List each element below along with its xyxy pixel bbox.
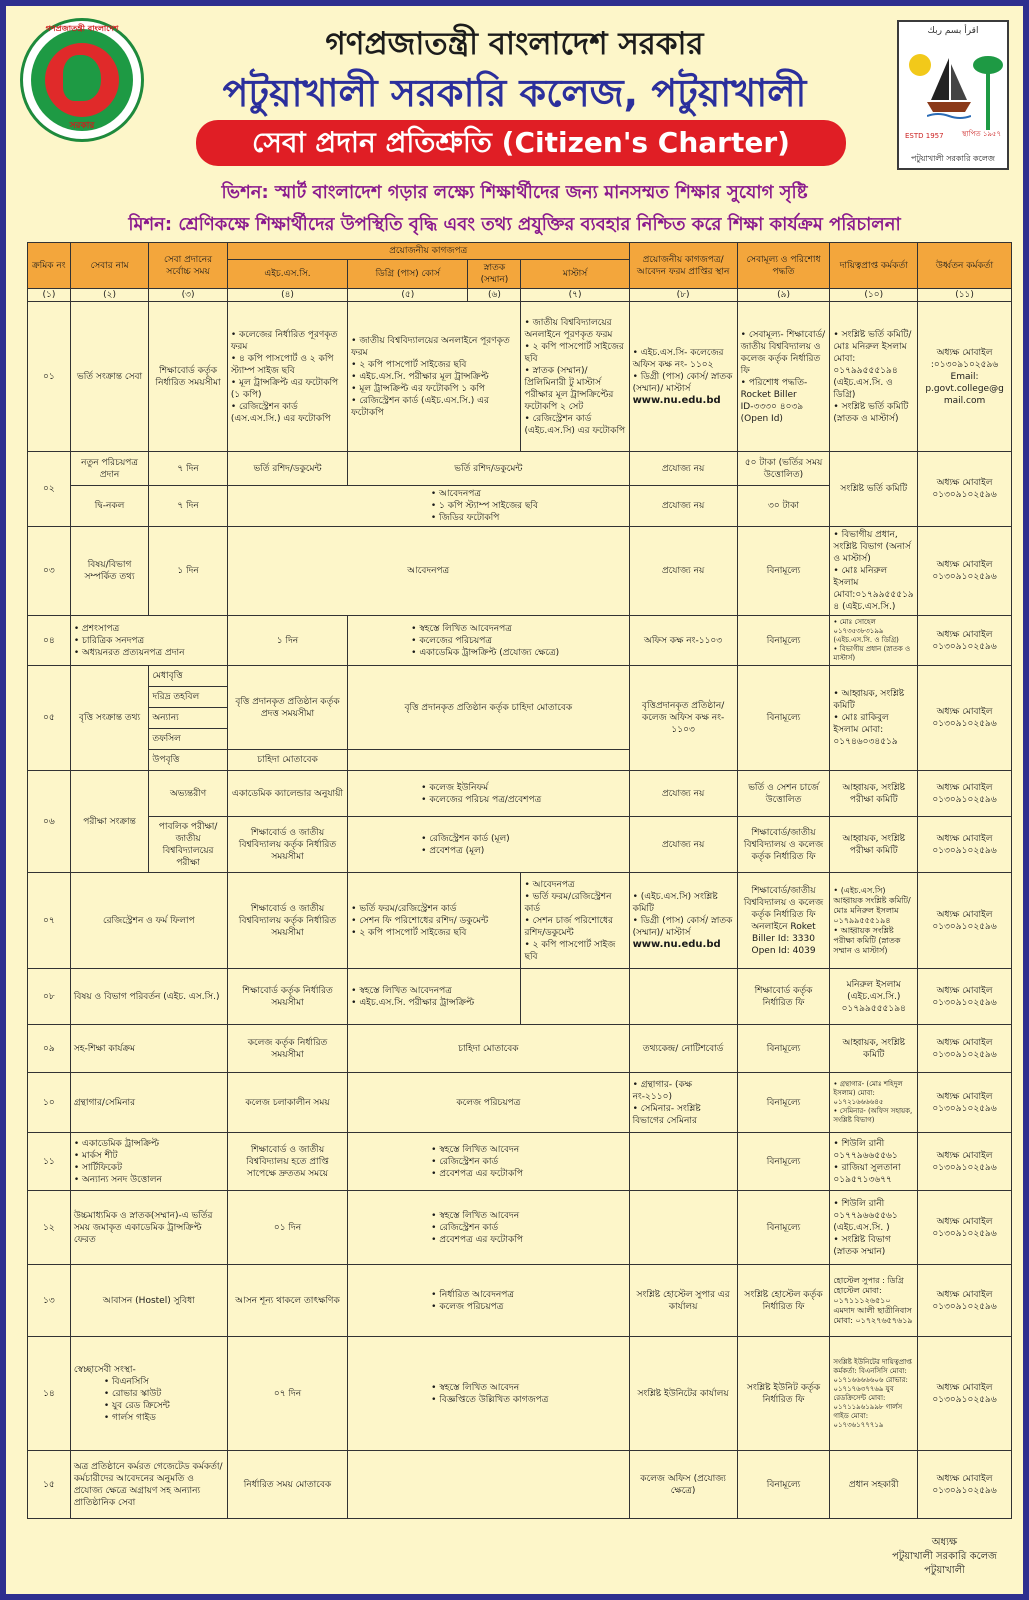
service-name: আবাসন (Hostel) সুবিধা: [70, 1265, 227, 1337]
fee-method: শিক্ষাবোর্ড/জাতীয় বিশ্ববিদ্যালয় ও কলেজ কর্তৃক নির্ধারিত ফি অনলাইনে Roket Biller Id: 3330 Open Id: 4039: [737, 873, 830, 969]
row-serial: ০১: [28, 302, 71, 452]
place-item: • ডিগ্রী (পাস) কোর্স/ স্নাতক (সম্মান)/ মাস্টার্স: [633, 915, 734, 939]
doc-place: প্রযোজ্য নয়: [629, 486, 737, 527]
citizen-charter-page: [6, 6, 1023, 1594]
hsc-docs: বৃত্তি প্রদানকৃত প্রতিষ্ঠান কর্তৃক প্রদত্ত সময়সীমা: [227, 666, 347, 750]
website-link[interactable]: www.nu.edu.bd: [632, 938, 721, 950]
table-row: [28, 302, 1012, 452]
doc-item: • প্রবেশপত্র এর ফটোকপি: [351, 1234, 625, 1246]
responsible-officer: [830, 302, 918, 452]
superior-officer: অধ্যক্ষ মোবাইল ০১৩০৯১০২৫৯৬: [918, 771, 1012, 817]
sub-service: দরিদ্র তহবিল: [149, 687, 228, 708]
doc-item: • রেজিস্ট্রেশন কার্ড (এইচ.এস.সি) এর ফটোকপি: [524, 413, 625, 437]
place-item: • সেমিনার- সংশ্লিষ্ট বিভাগের সেমিনার: [633, 1103, 734, 1127]
officer-item: • রাজিয়া সুলতানা ০১৯৫৭১৩৬৭৭: [833, 1162, 914, 1186]
seal-bottom-text: সরকার: [69, 121, 95, 131]
col-number: (৮): [629, 289, 737, 302]
doc-item: • প্রবেশপত্র এর ফটোকপি: [351, 1168, 625, 1180]
row-serial: ০৪: [28, 616, 71, 666]
vision-statement: ভিশন: স্মার্ট বাংলাদেশ গড়ার লক্ষ্যে শিক্ষার্থীদের জন্য মানসম্মত শিক্ষার সুযোগ সৃষ্টি: [221, 182, 808, 203]
responsible-officer: আহ্বায়ক, সংশ্লিষ্ট কমিটি: [830, 1025, 918, 1073]
signature-location: পটুয়াখালী: [924, 1565, 965, 1576]
row-serial: ১৩: [28, 1265, 71, 1337]
fee-method: [737, 302, 830, 452]
responsible-officer: [830, 873, 918, 969]
doc-item: • স্বহস্তে লিখিত আবেদন: [351, 1210, 625, 1222]
doc-place: প্রযোজ্য নয়: [629, 817, 737, 873]
service-name: [70, 616, 227, 666]
col-number: (৫): [348, 289, 468, 302]
table-row: [28, 452, 1012, 486]
other-docs: ভর্তি রশিদ/ডকুমেন্ট: [348, 452, 629, 486]
masters-docs: [521, 969, 629, 1025]
officer-item: • বিভাগীয় প্রধান (স্নাতক ও মাস্টার্স): [833, 645, 914, 663]
superior-officer: অধ্যক্ষ মোবাইল ০১৩০৯১০২৫৯৬: [918, 1133, 1012, 1191]
doc-item: • বিজ্ঞপ্তিতে উল্লিখিত কাগজপত্র: [351, 1394, 625, 1406]
row-serial: ১৫: [28, 1451, 71, 1519]
other-docs: [348, 1337, 629, 1451]
mission-statement: মিশন: শ্রেণিকক্ষে শিক্ষার্থীদের উপস্থিতি বৃদ্ধি এবং তথ্য প্রযুক্তির ব্যবহার নিশ্চিত করে শিক্ষা কার্যক্রম পরিচালনা: [128, 214, 901, 235]
col-number: (২): [70, 289, 149, 302]
row-serial: ০৯: [28, 1025, 71, 1073]
fee-method: বিনামূল্যে: [737, 1451, 830, 1519]
officer-item: • আহ্বায়ক, সংশ্লিষ্ট কমিটি: [833, 688, 914, 712]
responsible-officer: [830, 1073, 918, 1133]
service-item: • সার্টিফিকেট: [74, 1162, 224, 1174]
org-item: • রোভার স্কাউট: [74, 1388, 224, 1400]
service-time: শিক্ষাবোর্ড কর্তৃক নির্ধারিত সময়সীমা: [149, 302, 228, 452]
table-row: [28, 1337, 1012, 1451]
row-serial: ১২: [28, 1191, 71, 1265]
other-docs: [348, 1191, 629, 1265]
doc-place: কলেজ অফিস (প্রযোজ্য ক্ষেত্রে): [629, 1451, 737, 1519]
responsible-officer: মনিরুল ইসলাম (এইচ.এস.সি.) ০১৭৯৯৫৫৫১৯৪: [830, 969, 918, 1025]
service-item: • অধ্যয়নরত প্রত্যয়নপত্র প্রদান: [74, 647, 224, 659]
table-row: [28, 1265, 1012, 1337]
col-docs-header: প্রয়োজনীয় কাগজপত্র: [227, 243, 629, 260]
col-service-header: সেবার নাম: [70, 243, 149, 289]
responsible-officer: আহ্বায়ক, সংশ্লিষ্ট পরীক্ষা কমিটি: [830, 817, 918, 873]
doc-place: সংশ্লিষ্ট হোস্টেল সুপার এর কার্যালয়: [629, 1265, 737, 1337]
fee-method: বিনামূল্যে: [737, 666, 830, 771]
org-item: • যুব রেড ক্রিসেন্ট: [74, 1400, 224, 1412]
responsible-officer: [830, 527, 918, 616]
hsc-docs: শিক্ষাবোর্ড ও জাতীয় বিশ্ববিদ্যালয় হতে প্রাপ্তি সাপেক্ষে দ্রুততম সময়ে: [227, 1133, 347, 1191]
college-title: পটুয়াখালী সরকারি কলেজ, পটুয়াখালী: [222, 71, 807, 115]
hsc-docs: ০১ দিন: [227, 1191, 347, 1265]
service-name: [70, 1337, 227, 1451]
service-item: • প্রশংসাপত্র: [74, 623, 224, 635]
fee-method: বিনামূল্যে: [737, 1191, 830, 1265]
service-name: বৃত্তি সংক্রান্ত তথ্য: [70, 666, 149, 771]
officer-item: • মোঃ সোহেল ০১৭৩৫৩৮৩১৯৯ (এইচ.এস.সি. ও ডিগ্রি): [833, 618, 914, 645]
degree-docs: [348, 969, 521, 1025]
doc-item: • জিডির ফটোকপি: [231, 512, 626, 524]
service-time: ১ দিন: [227, 616, 347, 666]
superior-officer: অধ্যক্ষ মোবাইল ০১৩০৯১০২৫৯৬: [918, 666, 1012, 771]
doc-place: বৃত্তিপ্রদানকৃত প্রতিষ্ঠান/ কলেজ অফিস কক্ষ নং- ১১০৩: [629, 666, 737, 771]
row-serial: ০৮: [28, 969, 71, 1025]
superior-officer: অধ্যক্ষ মোবাইল ০১৩০৯১০২৫৯৬: [918, 527, 1012, 616]
row-serial: ১১: [28, 1133, 71, 1191]
doc-place: [629, 969, 737, 1025]
responsible-officer: [830, 1133, 918, 1191]
fee-method: ৩০ টাকা: [737, 486, 830, 527]
docs: আবেদনপত্র: [227, 527, 629, 616]
officer-item: • শিউলি রানী ০১৭৭৯৬৬৫৫৬১: [833, 1138, 914, 1162]
masters-docs: [521, 302, 629, 452]
doc-place: [629, 1133, 737, 1191]
place-item: • (এইচ.এস.সি) সংশ্লিষ্ট কমিটি: [633, 891, 734, 915]
row-serial: ০৩: [28, 527, 71, 616]
doc-item: • এইচ.এস.সি. পরীক্ষার মূল ট্রান্সক্রিপ্ট: [351, 371, 517, 383]
fee-method: বিনামূল্যে: [737, 1025, 830, 1073]
doc-item: • ১ কপি স্ট্যাম্প সাইজের ছবি: [231, 500, 626, 512]
service-name: দ্বি-নকল: [70, 486, 149, 527]
docs: [348, 616, 629, 666]
fee-method: শিক্ষাবোর্ড কর্তৃক নির্ধারিত ফি: [737, 969, 830, 1025]
doc-place: [629, 873, 737, 969]
fee-method: শিক্ষাবোর্ড/জাতীয় বিশ্ববিদ্যালয় ও কলেজ কর্তৃক নির্ধারিত ফি: [737, 817, 830, 873]
col-number: (১১): [918, 289, 1012, 302]
seal-top-text: গণপ্রজাতন্ত্রী বাংলাদেশ: [45, 24, 119, 33]
doc-item: • ২ কপি পাসপোর্ট সাইজ ছবি: [524, 939, 625, 963]
other-docs: [348, 1133, 629, 1191]
hsc-docs: শিক্ষাবোর্ড ও জাতীয় বিশ্ববিদ্যালয় কর্তৃক নির্ধারিত সময়সীমা: [227, 873, 347, 969]
service-item: স্বেচ্ছাসেবী সংস্থা-: [73, 1364, 136, 1375]
responsible-officer: [830, 1191, 918, 1265]
docs: [227, 486, 629, 527]
hsc-docs: কলেজ কর্তৃক নির্ধারিত সময়সীমা: [227, 1025, 347, 1073]
other-docs: [348, 1265, 629, 1337]
col-degree-header: ডিগ্রি (পাস) কোর্স: [348, 260, 468, 289]
doc-item: • স্নাতক (সম্মান)/ প্রিলিমিনারী টু মাস্টার্স পরীক্ষার মূল ট্রান্সক্রিপ্টের ফটোকপি ২ সেট: [524, 365, 625, 413]
fee-method: সংশ্লিষ্ট হোস্টেল কর্তৃক নির্ধারিত ফি: [737, 1265, 830, 1337]
doc-item: • স্বহস্তে লিখিত আবেদনপত্র: [351, 985, 517, 997]
col-superior-header: উর্ধ্বতন কর্মকর্তা: [918, 243, 1012, 289]
sub-service: উপবৃত্তি: [149, 750, 228, 771]
service-item: • অন্যান্য সনদ উত্তোলন: [74, 1174, 224, 1186]
service-name: নতুন পরিচয়পত্র প্রদান: [70, 452, 149, 486]
doc-item: • রেজিস্ট্রেশন কার্ড (এইচ.এস.সি.) এর ফটোকপি: [351, 395, 517, 419]
officer-item: • মোঃ মনিরুল ইসলাম মোবা:০১৭৯৯৫৫৫১৯৪ (এইচ.এস.সি.): [833, 565, 914, 613]
superior-officer: অধ্যক্ষ মোবাইল ০১৩০৯১০২৫৯৬: [918, 1265, 1012, 1337]
col-masters-header: মাস্টার্স: [521, 260, 629, 289]
table-row: [28, 527, 1012, 616]
officer-item: • বিভাগীয় প্রধান, সংশ্লিষ্ট বিভাগ (অনার্স ও মাস্টার্স): [833, 529, 914, 565]
row-serial: ১০: [28, 1073, 71, 1133]
officer-item: • সংশ্লিষ্ট ভর্তি কমিটি/ মোঃ মনিরুল ইসলাম মোবা: ০১৭৯৯৫৫৫১৯৪ (এইচ.এস.সি. ও ডিগ্রি): [833, 329, 914, 401]
row-serial: ১৪: [28, 1337, 71, 1451]
place-item: • এইচ.এস.সি- কলেজের অফিস কক্ষ নং- ১১০২: [633, 347, 734, 371]
doc-item: • কলেজের নির্ধারিত পূরণকৃত ফরম: [231, 329, 344, 353]
service-name: উচ্চমাধ্যমিক ও স্নাতক(সম্মান)-এ ভর্তির সময় জমাকৃত একাডেমিক ট্রান্সক্রিপ্ট ফেরত: [70, 1191, 227, 1265]
responsible-officer: [830, 616, 918, 666]
doc-item: • কলেজ পরিচয়পত্র: [351, 1301, 625, 1313]
officer-item: • গ্রন্থাগার- (মোঃ শহিদুল ইসলাম) মোবা: ০১৭২১৬৬৬৬৪৫: [833, 1080, 914, 1107]
hsc-docs: নির্ধারিত সময় মোতাবেক: [227, 1451, 347, 1519]
fee-item: • সেবামূল্য- শিক্ষাবোর্ড/ জাতীয় বিশ্ববিদ্যালয় ও কলেজ কর্তৃক নির্ধারিত ফি: [741, 329, 827, 377]
other-docs: কলেজ পরিচয়পত্র: [348, 1073, 629, 1133]
hsc-docs: আসন শূন্য থাকলে তাৎক্ষণিক: [227, 1265, 347, 1337]
doc-place: [629, 1073, 737, 1133]
doc-item: • ভর্তি ফরম/রেজিস্ট্রেশন কার্ড: [524, 891, 625, 915]
officer-item: • সেমিনার- (অফিস সহায়ক, সংশ্লিষ্ট বিভাগ): [833, 1107, 914, 1125]
logo-established-bn: স্থাপিত ১৯৫৭: [961, 130, 1001, 138]
doc-item: • ৪ কপি পাসপোর্ট ও ২ কপি স্ট্যাম্প সাইজ ছবি: [231, 353, 344, 377]
fee-method: বিনামূল্যে: [737, 616, 830, 666]
row-serial: ০৬: [28, 771, 71, 873]
charter-banner: সেবা প্রদান প্রতিশ্রুতি (Citizen's Charter): [196, 120, 846, 166]
hsc-docs: ভর্তি রশিদ/ডকুমেন্ট: [227, 452, 347, 486]
col-number: (১): [28, 289, 71, 302]
doc-item: • প্রবেশপত্র (মূল): [351, 845, 625, 857]
col-number: (৬): [468, 289, 521, 302]
officer-item: • সংশ্লিষ্ট বিভাগ (স্নাতক সম্মান): [833, 1234, 914, 1258]
service-name: বিষয় ও বিভাগ পরিবর্তন (এইচ. এস.সি.): [70, 969, 227, 1025]
doc-item: • ২ কপি পাসপোর্ট সাইজের ছবি: [524, 341, 625, 365]
doc-item: • জাতীয় বিশ্ববিদ্যালয়ের অনলাইনে পূরণকৃত ফরম: [351, 335, 517, 359]
hsc-docs: [227, 302, 347, 452]
superior-officer: অধ্যক্ষ মোবাইল ০১৩০৯১০২৫৯৬: [918, 1073, 1012, 1133]
place-item: • ডিগ্রী (পাস) কোর্স/ স্নাতক (সম্মান)/ মাস্টার্স: [633, 371, 734, 395]
doc-place: প্রযোজ্য নয়: [629, 527, 737, 616]
doc-item: • ২ কপি পাসপোর্ট সাইজের ছবি: [351, 359, 517, 371]
responsible-officer: আহ্বায়ক, সংশ্লিষ্ট পরীক্ষা কমিটি: [830, 771, 918, 817]
other-docs: [348, 750, 629, 771]
fee-item: • পরিশোধ পদ্ধতি- Rocket Biller ID-৩৩৩০ ৪০৩৯ (Open Id): [741, 377, 827, 425]
logo-arabic-text: اقرأ بسم ربك: [927, 26, 979, 36]
org-item: • বিএনসিসি: [74, 1376, 224, 1388]
logo-college-name: পটুয়াখালী সরকারি কলেজ: [911, 154, 995, 163]
row-serial: ০২: [28, 452, 71, 527]
col-number: (৯): [737, 289, 830, 302]
hsc-docs: একাডেমিক ক্যালেন্ডার অনুযায়ী: [227, 771, 347, 817]
responsible-officer: সংশ্লিষ্ট ভর্তি কমিটি: [830, 452, 918, 527]
service-time: ১ দিন: [149, 527, 228, 616]
hsc-docs: শিক্ষাবোর্ড কর্তৃক নির্ধারিত সময়সীমা: [227, 969, 347, 1025]
table-row: [28, 817, 1012, 873]
doc-item: • সেশন চার্জ পরিশোধের রশিদ/ডকুমেন্ট: [524, 915, 625, 939]
superior-officer: অধ্যক্ষ মোবাইল ০১৩০৯১০২৫৯৬: [918, 1337, 1012, 1451]
col-officer-header: দায়িত্বপ্রাপ্ত কর্মকর্তা: [830, 243, 918, 289]
charter-table: [27, 242, 1012, 1519]
responsible-officer: প্রধান সহকারী: [830, 1451, 918, 1519]
service-name: বিষয়/বিভাগ সম্পর্কিত তথ্য: [70, 527, 149, 616]
doc-item: • কলেজ ইউনিফর্ম: [351, 782, 625, 794]
other-docs: চাহিদা মোতাবেক: [348, 1025, 629, 1073]
superior-officer: অধ্যক্ষ মোবাইল ০১৩০৯১০২৫৯৬: [918, 817, 1012, 873]
superior-officer: অধ্যক্ষ মোবাইল ০১৩০৯১০২৫৯৬: [918, 873, 1012, 969]
col-honours-header: স্নাতক (সম্মান): [468, 260, 521, 289]
doc-item: • সেশন ফি পরিশোধের রশিদ/ ডকুমেন্ট: [351, 915, 517, 927]
doc-item: • ভর্তি ফরম/রেজিস্ট্রেশন কার্ড: [351, 903, 517, 915]
col-number: (৪): [227, 289, 347, 302]
logo-established-en: ESTD 1957: [905, 132, 944, 140]
sub-service: অভ্যন্তরীণ: [149, 771, 228, 817]
masters-docs: [521, 873, 629, 969]
table-row: [28, 1073, 1012, 1133]
table-row: [28, 771, 1012, 817]
doc-item: • আবেদনপত্র: [524, 879, 625, 891]
row-serial: ০৭: [28, 873, 71, 969]
table-row: [28, 969, 1012, 1025]
doc-place: তথ্যকেন্দ্র/ নোটিশবোর্ড: [629, 1025, 737, 1073]
fee-method: বিনামূল্যে: [737, 1073, 830, 1133]
doc-item: • জাতীয় বিশ্ববিদ্যালয়ের অনলাইনে পূরণকৃত ফরম: [524, 317, 625, 341]
superior-officer: অধ্যক্ষ মোবাইল ০১৩০৯১০২৫৯৬: [918, 616, 1012, 666]
other-docs: [348, 1451, 629, 1519]
doc-item: • রেজিস্ট্রেশন কার্ড: [351, 1222, 625, 1234]
hsc-docs: শিক্ষাবোর্ড ও জাতীয় বিশ্ববিদ্যালয় কর্তৃক নির্ধারিত সময়সীমা: [227, 817, 347, 873]
service-name: অত্র প্রতিষ্ঠানে কর্মরত গেজেটেড কর্মকর্তা/কর্মচারীদের আবেদনের অনুমতি ও প্রযোজ্য ক্ষেত্রে অগ্রায়ণ সহ অন্যান্য প্রাতিষ্ঠানিক সেবা: [70, 1451, 227, 1519]
service-name: সহ-শিক্ষা কার্যক্রম: [70, 1025, 227, 1073]
service-item: • চারিত্রিক সনদপত্র: [74, 635, 224, 647]
table-row: [28, 616, 1012, 666]
superior-officer: অধ্যক্ষ মোবাইল ০১৩০৯১০২৫৯৬: [918, 452, 1012, 527]
fee-method: সংশ্লিষ্ট ইউনিট কর্তৃক নির্ধারিত ফি: [737, 1337, 830, 1451]
principal-signature: [892, 1536, 997, 1578]
place-item: • গ্রন্থাগার- (কক্ষ নং-২১১০): [633, 1079, 734, 1103]
degree-docs: [348, 873, 521, 969]
doc-item: • এইচ.এস.সি. পরীক্ষার ট্রান্সক্রিপ্ট: [351, 997, 517, 1009]
doc-item: • কলেজের পরিচয় পত্র/প্রবেশপত্র: [351, 794, 625, 806]
doc-item: • নির্ধারিত আবেদনপত্র: [351, 1289, 625, 1301]
responsible-officer: সংশ্লিষ্ট ইউনিটের দায়িত্বপ্রাপ্ত কর্মকর্তা: বিএনসিসি মোবা: ০১৭১৬৬৬৬৬০৬ রোভার: ০১৭১৭৬৩৭৭৬৯ যুব রেডক্রিসেন্ট মোবা: ০১৭১১৯৬১৯৯৮ গার্লস গাইড মোবা: ০১৭৩৬১৭৭৭১৯: [830, 1337, 918, 1451]
hsc-docs: ০৭ দিন: [227, 1337, 347, 1451]
other-docs: [348, 771, 629, 817]
service-item: • একাডেমিক ট্রান্সক্রিপ্ট: [74, 1138, 224, 1150]
col-place-header: প্রয়োজনীয় কাগজপত্র/ আবেদন ফরম প্রাপ্তির স্থান: [629, 243, 737, 289]
col-serial-header: ক্রমিক নং: [28, 243, 71, 289]
doc-item: • মূল ট্রান্সক্রিপ্ট এর ফটোকপি (১ কপি): [231, 377, 344, 401]
table-row: [28, 666, 1012, 687]
doc-item: • রেজিস্ট্রেশন কার্ড (এস.এস.সি.) এর ফটোকপি: [231, 401, 344, 425]
table-row: [28, 1025, 1012, 1073]
doc-item: • রেজিস্ট্রেশন কার্ড: [351, 1156, 625, 1168]
service-name: [70, 1133, 227, 1191]
officer-item: • আহ্বায়ক সংশ্লিষ্ট পরীক্ষা কমিটি (স্নাতক সম্মান ও মাস্টার্স): [833, 926, 914, 956]
doc-item: • স্বহস্তে লিখিত আবেদন: [351, 1382, 625, 1394]
fee-method: ৫০ টাকা (ভর্তির সময় উত্তোলিত): [737, 452, 830, 486]
doc-item: • কলেজের পরিচয়পত্র: [351, 635, 625, 647]
service-item: • মার্কস শীট: [74, 1150, 224, 1162]
sub-service: অন্যান্য: [149, 708, 228, 729]
superior-officer: অধ্যক্ষ মোবাইল ০১৩০৯১০২৫৯৬: [918, 1451, 1012, 1519]
responsible-officer: [830, 666, 918, 771]
service-name: গ্রন্থাগার/সেমিনার: [70, 1073, 227, 1133]
doc-place: প্রযোজ্য নয়: [629, 771, 737, 817]
table-row: [28, 1133, 1012, 1191]
fee-method: বিনামূল্যে: [737, 1133, 830, 1191]
col-number: (১০): [830, 289, 918, 302]
sub-service: পাবলিক পরীক্ষা/জাতীয় বিশ্ববিদ্যালয়ের পরীক্ষা: [149, 817, 228, 873]
doc-place: প্রযোজ্য নয়: [629, 452, 737, 486]
officer-item: • শিউলি রানী ০১৭৭৯৬৬৫৫৬১ (এইচ.এস.সি. ): [833, 1198, 914, 1234]
doc-item: • ২ কপি পাসপোর্ট সাইজের ছবি: [351, 927, 517, 939]
service-time: ৭ দিন: [149, 486, 228, 527]
government-title: গণপ্রজাতন্ত্রী বাংলাদেশ সরকার: [325, 26, 704, 62]
row-serial: ০৫: [28, 666, 71, 771]
col-number: (৩): [149, 289, 228, 302]
doc-item: • আবেদনপত্র: [231, 488, 626, 500]
sub-service: তফসিল: [149, 729, 228, 750]
col-number: (৭): [521, 289, 629, 302]
officer-item: • সংশ্লিষ্ট ভর্তি কমিটি (স্নাতক ও মাস্টার্স): [833, 401, 914, 425]
doc-place: অফিস কক্ষ নং-১১০৩: [629, 616, 737, 666]
col-time-header: সেবা প্রদানের সর্বোচ্চ সময়: [149, 243, 228, 289]
org-item: • গার্লস গাইড: [74, 1412, 224, 1424]
service-name: রেজিস্ট্রেশন ও ফর্ম ফিলাপ: [70, 873, 227, 969]
doc-place: [629, 302, 737, 452]
superior-officer: অধ্যক্ষ মোবাইল ০১৩০৯১০২৫৯৬: [918, 1025, 1012, 1073]
table-row: [28, 873, 1012, 969]
table-row: [28, 1451, 1012, 1519]
other-docs: বৃত্তি প্রদানকৃত প্রতিষ্ঠান কর্তৃক চাহিদা মোতাবেক: [348, 666, 629, 750]
superior-officer: অধ্যক্ষ মোবাইল ০১৩০৯১০২৫৯৬: [918, 1191, 1012, 1265]
sub-service: মেধাবৃত্তি: [149, 666, 228, 687]
officer-item: • (এইচ.এস.সি) আহ্বায়ক সংশ্লিষ্ট কমিটি/ মোঃ মনিরুল ইসলাম ০১৭৯৯৫৫৫১৯৪: [833, 886, 914, 926]
service-name: ভর্তি সংক্রান্ত সেবা: [70, 302, 149, 452]
col-fee-header: সেবামূল্য ও পরিশোধ পদ্ধতি: [737, 243, 830, 289]
service-time: ৭ দিন: [149, 452, 228, 486]
website-link[interactable]: www.nu.edu.bd: [632, 394, 721, 406]
superior-officer: অধ্যক্ষ মোবাইল ০১৩০৯১০২৫৯৬: [918, 969, 1012, 1025]
doc-item: • একাডেমিক ট্রান্সক্রিপ্ট (প্রযোজ্য ক্ষেত্রে): [351, 647, 625, 659]
doc-item: • স্বহস্তে লিখিত আবেদনপত্র: [351, 623, 625, 635]
table-row: [28, 1191, 1012, 1265]
degree-docs: [348, 302, 521, 452]
doc-place: সংশ্লিষ্ট ইউনিটের কার্যালয়: [629, 1337, 737, 1451]
service-name: পরীক্ষা সংক্রান্ত: [70, 771, 149, 873]
signature-title: অধ্যক্ষ: [931, 1537, 958, 1548]
doc-item: • স্বহস্তে লিখিত আবেদন: [351, 1144, 625, 1156]
responsible-officer: হোস্টেল সুপার : ডিগ্রি হোস্টেল মোবা: ০১৭১১১২৬৫১০ এমদাদ আলী ছাত্রীনিবাস মোবা: ০১৭২৭৬৫৭৬১৯: [830, 1265, 918, 1337]
officer-item: • মোঃ রাকিবুল ইসলাম মোবা: ০১৭৪৬০৩৪৫১৯: [833, 712, 914, 748]
hsc-docs: চাহিদা মোতাবেক: [227, 750, 347, 771]
signature-college: পটুয়াখালী সরকারি কলেজ: [892, 1551, 997, 1562]
fee-method: বিনামূল্যে: [737, 527, 830, 616]
fee-method: ভর্তি ও সেশন চার্জে উত্তোলিত: [737, 771, 830, 817]
doc-item: • রেজিস্ট্রেশন কার্ড (মূল): [351, 833, 625, 845]
doc-item: • মূল ট্রান্সক্রিপ্ট এর ফটোকপি ১ কপি: [351, 383, 517, 395]
other-docs: [348, 817, 629, 873]
col-hsc-header: এইচ.এস.সি.: [227, 260, 347, 289]
hsc-docs: কলেজ চলাকালীন সময়: [227, 1073, 347, 1133]
doc-place: [629, 1191, 737, 1265]
superior-officer: অধ্যক্ষ মোবাইল :০১৩০৯১০২৫৯৬ Email: p.govt.college@gmail.com: [918, 302, 1012, 452]
